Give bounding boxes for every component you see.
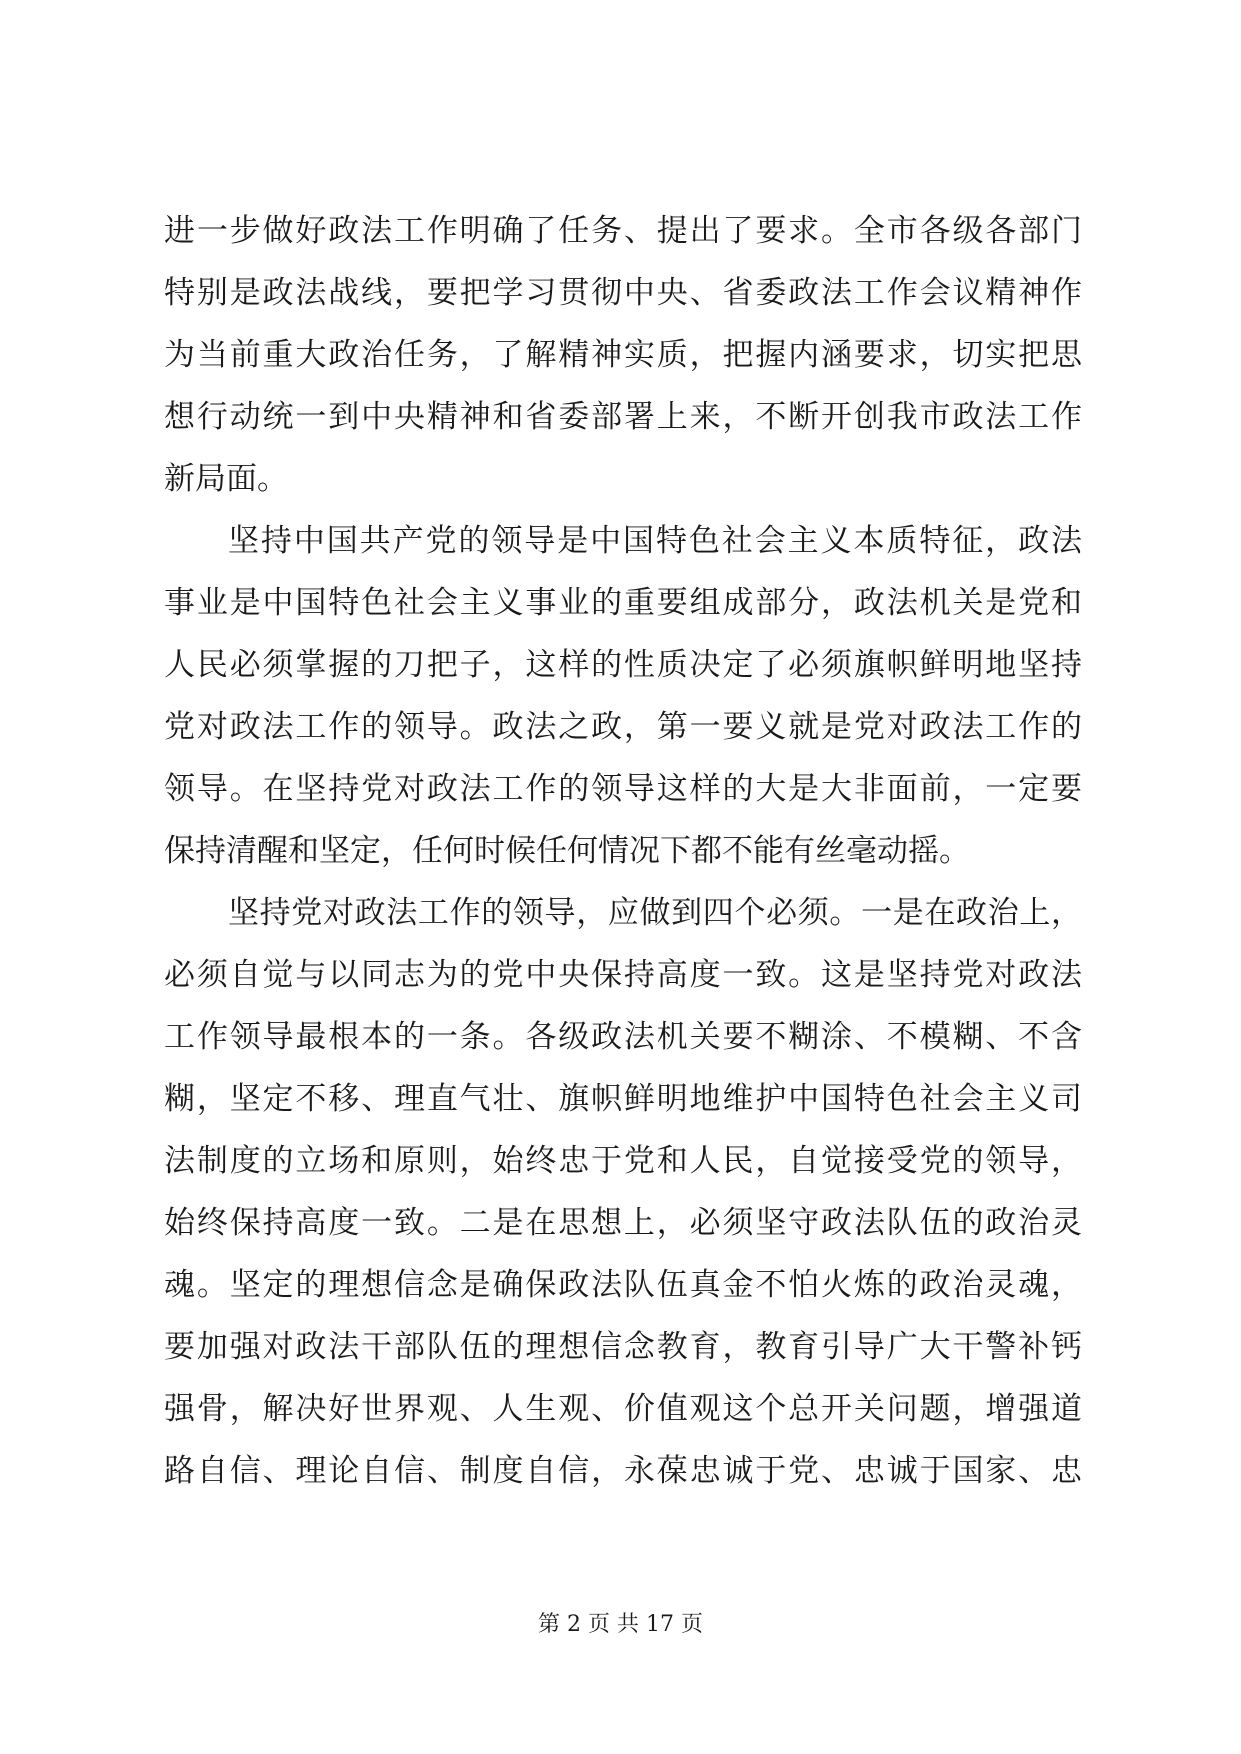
text-line: 人民必须掌握的刀把子，这样的性质决定了必须旗帜鲜明地坚持 bbox=[164, 647, 1082, 683]
document-body bbox=[164, 200, 1082, 1502]
text-line: 进一步做好政法工作明确了任务、提出了要求。全市各级各部门 bbox=[164, 213, 1082, 249]
text-line: 想行动统一到中央精神和省委部署上来，不断开创我市政法工作 bbox=[164, 399, 1082, 435]
text-line: 事业是中国特色社会主义事业的重要组成部分，政法机关是党和 bbox=[164, 585, 1082, 621]
text-line: 党对政法工作的领导。政法之政，第一要义就是党对政法工作的 bbox=[164, 709, 1082, 745]
text-line: 路自信、理论自信、制度自信，永葆忠诚于党、忠诚于国家、忠 bbox=[164, 1453, 1082, 1489]
paragraph bbox=[164, 200, 1082, 510]
page-number-footer: 第 2 页 共 17 页 bbox=[538, 1612, 703, 1637]
text-line: 糊，坚定不移、理直气壮、旗帜鲜明地维护中国特色社会主义司 bbox=[164, 1081, 1082, 1117]
text-line: 工作领导最根本的一条。各级政法机关要不糊涂、不模糊、不含 bbox=[164, 1019, 1082, 1055]
text-line: 魂。坚定的理想信念是确保政法队伍真金不怕火炼的政治灵魂， bbox=[164, 1267, 1082, 1303]
paragraph bbox=[164, 882, 1082, 1502]
text-line: 始终保持高度一致。二是在思想上，必须坚守政法队伍的政治灵 bbox=[164, 1205, 1082, 1241]
text-line: 法制度的立场和原则，始终忠于党和人民，自觉接受党的领导， bbox=[164, 1143, 1082, 1179]
text-line: 坚持党对政法工作的领导，应做到四个必须。一是在政治上， bbox=[228, 895, 1082, 931]
text-line: 强骨，解决好世界观、人生观、价值观这个总开关问题，增强道 bbox=[164, 1391, 1082, 1427]
text-line: 要加强对政法干部队伍的理想信念教育，教育引导广大干警补钙 bbox=[164, 1329, 1082, 1365]
text-line: 特别是政法战线，要把学习贯彻中央、省委政法工作会议精神作 bbox=[164, 275, 1082, 311]
text-line: 必须自觉与以同志为的党中央保持高度一致。这是坚持党对政法 bbox=[164, 957, 1082, 993]
text-line: 保持清醒和坚定，任何时候任何情况下都不能有丝毫动摇。 bbox=[164, 833, 970, 869]
text-line: 新局面。 bbox=[164, 461, 288, 497]
text-line: 坚持中国共产党的领导是中国特色社会主义本质特征，政法 bbox=[228, 523, 1082, 559]
text-line: 为当前重大政治任务，了解精神实质，把握内涵要求，切实把思 bbox=[164, 337, 1082, 373]
paragraph bbox=[164, 510, 1082, 882]
text-line: 领导。在坚持党对政法工作的领导这样的大是大非面前，一定要 bbox=[164, 771, 1082, 807]
